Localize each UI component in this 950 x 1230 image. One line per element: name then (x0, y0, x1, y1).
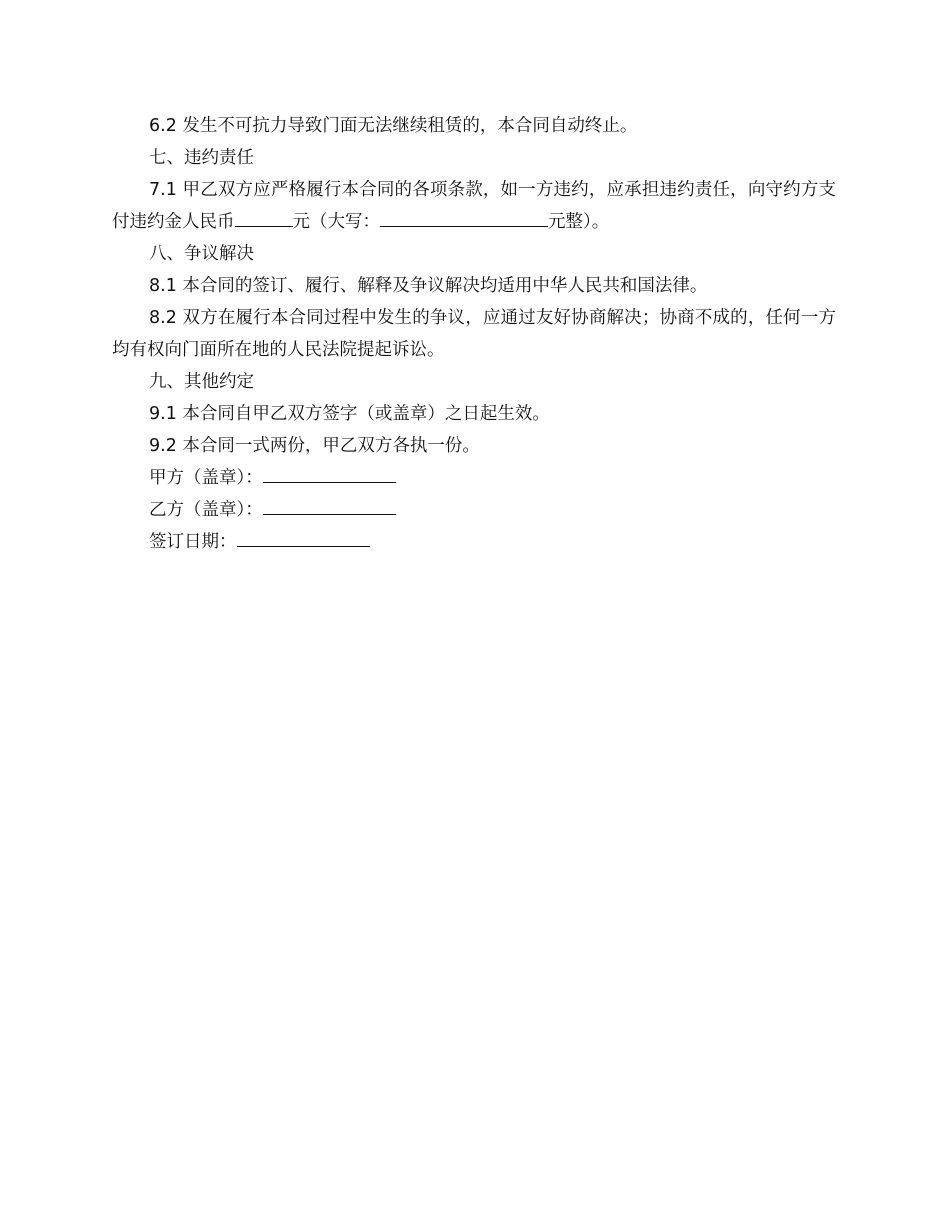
sign-date-line (112, 526, 836, 558)
clause-7-1-text: 7.1 甲乙双方应严格履行本合同的各项条款，如一方违约，应承担违约责任，向守约方支付违约金人民币 (112, 180, 836, 232)
party-b-label: 乙方（盖章）： (149, 500, 263, 520)
penalty-amount-uppercase-blank (380, 206, 548, 227)
party-a-label: 甲方（盖章）： (149, 468, 263, 488)
clause-7-1-text-mid: 元（大写： (292, 212, 380, 232)
party-b-signature-blank (263, 494, 396, 515)
clause-8-2: 8.2 双方在履行本合同过程中发生的争议，应通过友好协商解决；协商不成的，任何一方均有权向门面所在地的人民法院提起诉讼。 (112, 308, 836, 360)
party-b-signature-line (112, 494, 836, 526)
clause-8-1: 8.1 本合同的签订、履行、解释及争议解决均适用中华人民共和国法律。 (149, 276, 708, 296)
section-heading-8: 八、争议解决 (149, 244, 254, 264)
party-a-signature-blank (263, 462, 396, 483)
clause-6-2: 6.2 发生不可抗力导致门面无法继续租赁的，本合同自动终止。 (149, 116, 638, 136)
clause-7-1-text-end: 元整）。 (548, 212, 610, 232)
clause-9-2: 9.2 本合同一式两份，甲乙双方各执一份。 (149, 436, 480, 456)
clause-9-1: 9.1 本合同自甲乙双方签字（或盖章）之日起生效。 (149, 404, 550, 424)
section-heading-7: 七、违约责任 (149, 148, 254, 168)
party-a-signature-line (112, 462, 836, 494)
penalty-amount-blank (235, 206, 293, 227)
sign-date-blank (237, 526, 370, 547)
sign-date-label: 签订日期： (149, 532, 237, 552)
contract-body (112, 110, 836, 558)
section-heading-9: 九、其他约定 (149, 372, 254, 392)
clause-7-1 (112, 174, 836, 238)
